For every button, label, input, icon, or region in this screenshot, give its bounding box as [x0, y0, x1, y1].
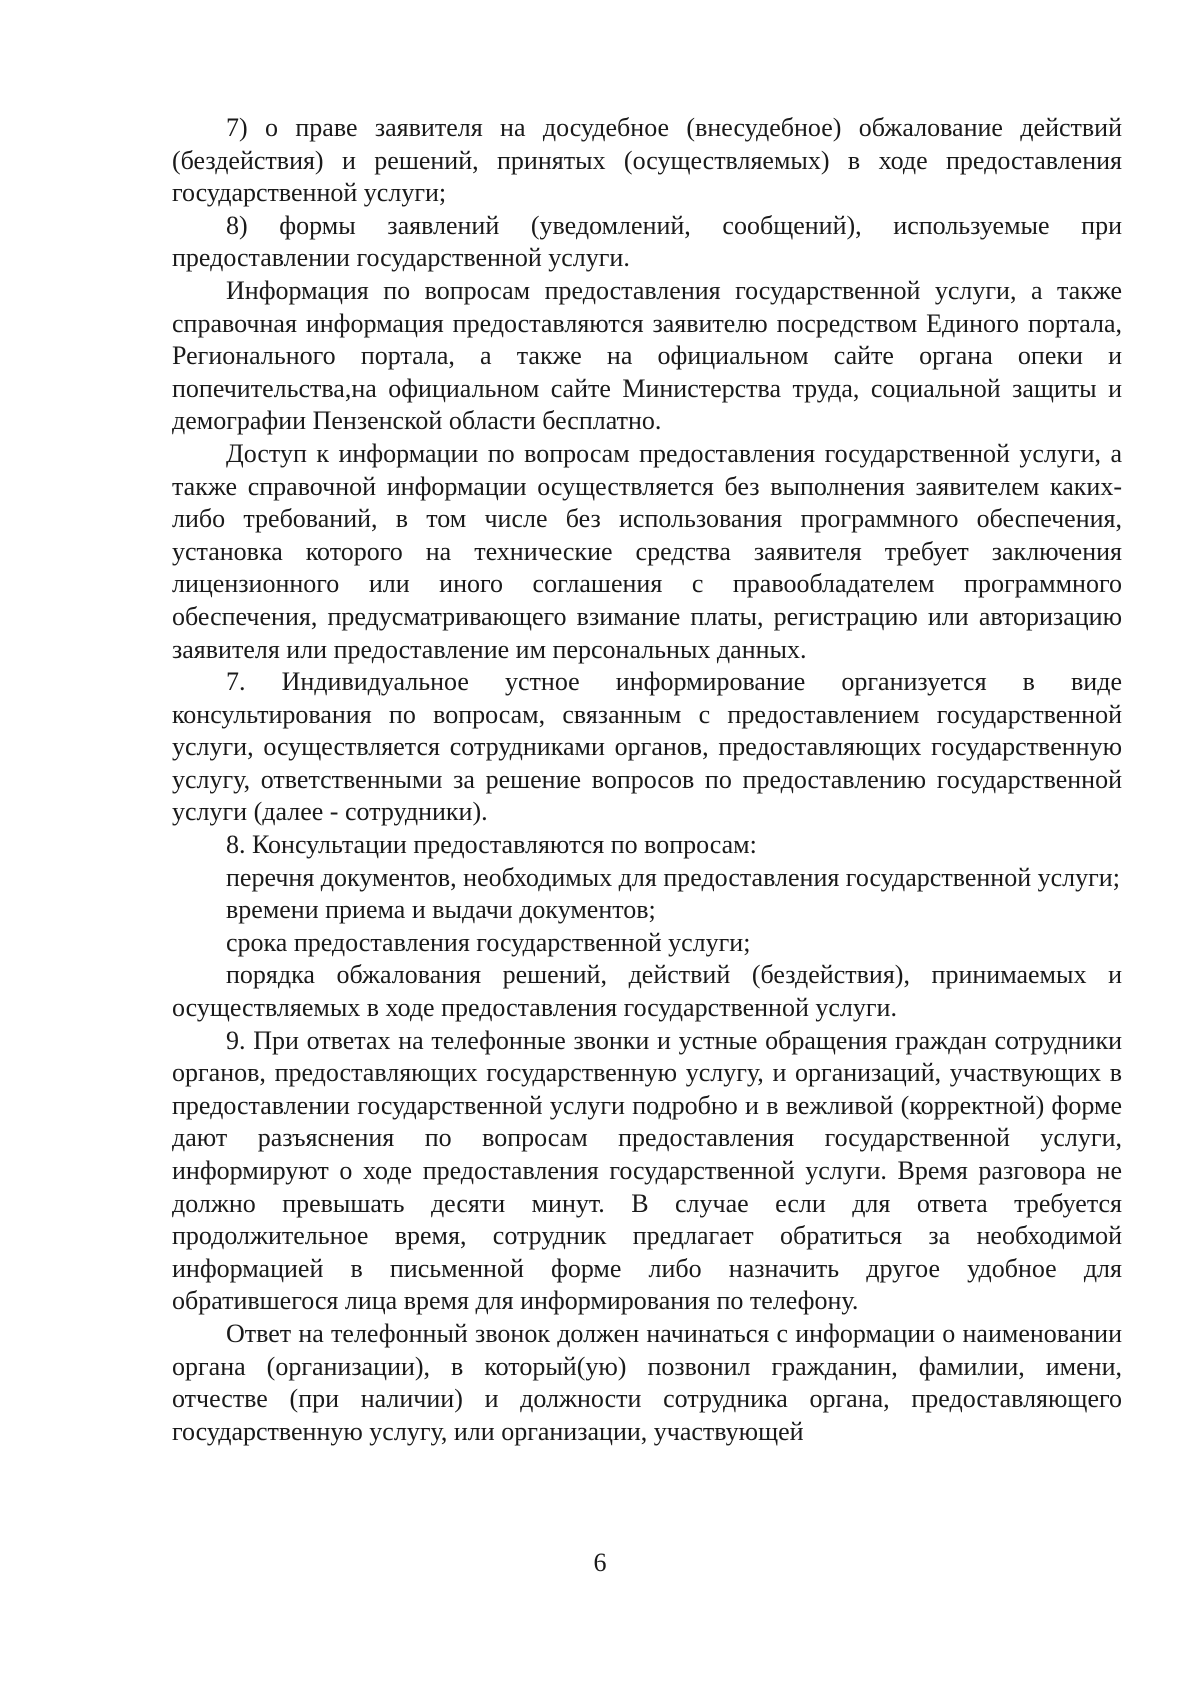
paragraph-information-channels: Информация по вопросам предоставления государственной услуги, а также справочная информация предоставляются заявителю посредством Единого портала, Регионального портала, а также на официальном сайте органа опеки и попечительства,на официальном сайте Министерства труда, социальной защиты и демографии Пензенской области бесплатно. [172, 275, 1122, 436]
page-number: 6 [593, 1548, 607, 1577]
paragraph-point-8: 8. Консультации предоставляются по вопросам: [226, 830, 757, 860]
paragraph-item-7: 7) о праве заявителя на досудебное (внесудебное) обжалование действий (бездействия) и решений, принятых (осуществляемых) в ходе предоставления государственной услуги; [172, 113, 1122, 208]
paragraph-point-7: 7. Индивидуальное устное информирование организуется в виде консультирования по вопросам, связанным с предоставлением государственной услуги, осуществляется сотрудниками органов, предоставляющих государственную услугу, ответственными за решение вопросов по предоставлению государственной услуги (далее - сотрудники). [172, 667, 1122, 827]
paragraph-item-8: 8) формы заявлений (уведомлений, сообщений), используемые при предоставлении государственной услуги. [172, 210, 1122, 273]
paragraph-consult-topic-appeal: порядка обжалования решений, действий (бездействия), принимаемых и осуществляемых в ходе предоставления государственной услуги. [172, 960, 1122, 1023]
paragraph-point-9: 9. При ответах на телефонные звонки и устные обращения граждан сотрудники органов, предоставляющих государственную услугу, и организаций, участвующих в предоставлении государственной услуги подробно и в вежливой (корректной) форме дают разъяснения по вопросам предоставления государственной услуги, информируют о ходе предоставления государственной услуги. Время разговора не должно превышать десяти минут. В случае если для ответа требуется продолжительное время, сотрудник предлагает обратиться за необходимой информацией в письменной форме либо назначить другое удобное для обратившегося лица время для информирования по телефону. [172, 1025, 1122, 1316]
paragraph-access-to-information: Доступ к информации по вопросам предоставления государственной услуги, а также справочной информации осуществляется без выполнения заявителем каких-либо требований, в том числе без использования программного обеспечения, установка которого на технические средства заявителя требует заключения лицензионного или иного соглашения с правообладателем программного обеспечения, предусматривающего взимание платы, регистрацию или авторизацию заявителя или предоставление им персональных данных. [172, 438, 1122, 664]
document-body [172, 112, 1122, 1448]
paragraph-consult-topic-documents: перечня документов, необходимых для предоставления государственной услуги; [226, 862, 1120, 892]
paragraph-consult-topic-term: срока предоставления государственной услуги; [226, 927, 751, 957]
paragraph-consult-topic-time: времени приема и выдачи документов; [226, 895, 656, 925]
paragraph-phone-answer: Ответ на телефонный звонок должен начинаться с информации о наименовании органа (организации), в который(ую) позвонил гражданин, фамилии, имени, отчестве (при наличии) и должности сотрудника органа, предоставляющего государственную услугу, или организации, участвующей [172, 1318, 1122, 1446]
